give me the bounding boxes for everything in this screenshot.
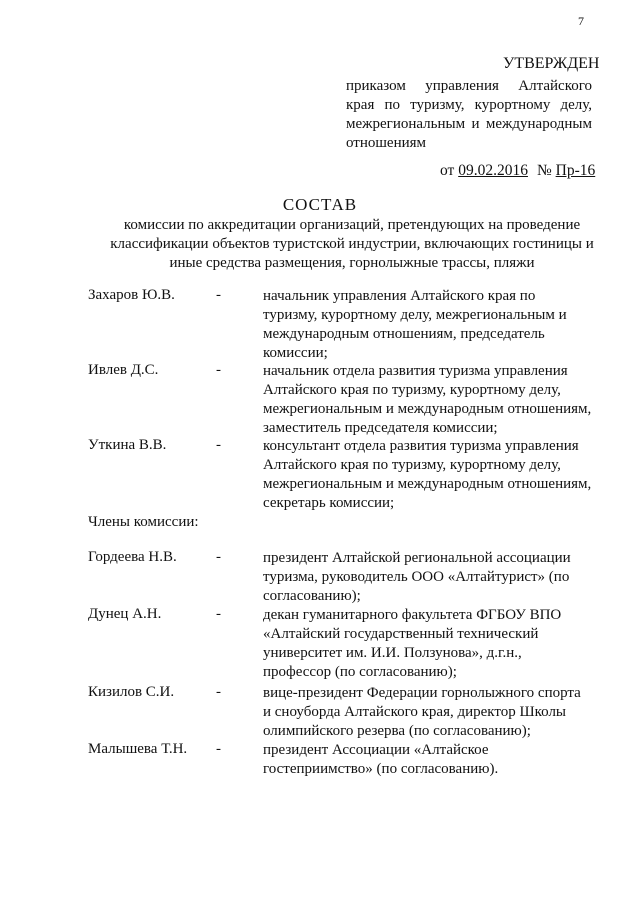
approval-heading: УТВЕРЖДЕН [503, 55, 600, 72]
dash-separator: - [216, 287, 221, 303]
position-line: заместитель председателя комиссии; [263, 420, 498, 436]
approval-order-line: отношениям [346, 135, 427, 151]
document-subtitle [60, 216, 640, 273]
position-line: «Алтайский государственный технический [263, 626, 539, 642]
dash-separator: - [216, 684, 221, 700]
subtitle-line: комиссии по аккредитации организаций, претендующих на проведение [123, 217, 581, 233]
subtitle-line: иные средства размещения, горнолыжные трассы, пляжи [169, 255, 535, 271]
member-position [263, 549, 603, 606]
number-prefix: № [536, 162, 556, 179]
approval-order-line: края по туризму, курортному делу, [346, 97, 592, 113]
position-line: профессор (по согласованию); [263, 664, 457, 680]
position-line: и сноуборда Алтайского края, директор Школы [263, 704, 567, 720]
subtitle-line: классификации объектов туристской индустрии, включающих гостиницы и [110, 236, 594, 252]
member-name: Захаров Ю.В. [88, 287, 175, 303]
date-prefix: от [440, 162, 459, 179]
position-line: Алтайского края по туризму, курортному делу, [263, 382, 561, 398]
member-name: Дунец А.Н. [88, 606, 162, 622]
member-position [263, 287, 603, 363]
position-line: межрегиональным и международным отношениям, [263, 476, 592, 492]
order-reference [440, 162, 595, 180]
position-line: комиссии; [263, 345, 328, 361]
position-line: начальник управления Алтайского края по [263, 288, 536, 304]
dash-separator: - [216, 437, 221, 453]
member-name: Уткина В.В. [88, 437, 167, 453]
position-line: Алтайского края по туризму, курортному делу, [263, 457, 561, 473]
position-line: туризма, руководитель ООО «Алтайтурист» (по [263, 569, 570, 585]
position-line: декан гуманитарного факультета ФГБОУ ВПО [263, 607, 562, 623]
position-line: межрегиональным и международным отношениям, [263, 401, 592, 417]
member-name: Кизилов С.И. [88, 684, 175, 700]
approval-order-line: приказом управления Алтайского [346, 78, 592, 94]
member-position [263, 606, 603, 682]
order-date: 09.02.2016 [458, 162, 528, 179]
order-number: Пр-16 [555, 162, 596, 179]
approval-order-text [346, 77, 592, 153]
position-line: секретарь комиссии; [263, 495, 395, 511]
position-line: президент Алтайской региональной ассоциации [263, 550, 571, 566]
position-line: согласованию); [263, 588, 361, 604]
position-line: олимпийского резерва (по согласованию); [263, 723, 531, 739]
document-title: СОСТАВ [282, 195, 358, 214]
member-name: Ивлев Д.С. [88, 362, 159, 378]
member-position [263, 684, 603, 741]
dash-separator: - [216, 362, 221, 378]
dash-separator: - [216, 549, 221, 565]
member-position [263, 741, 603, 779]
position-line: гостеприимство» (по согласованию). [263, 761, 499, 777]
position-line: вице-президент Федерации горнолыжного спорта [263, 685, 581, 701]
approval-order-line: межрегиональным и международным [346, 116, 592, 132]
position-line: начальник отдела развития туризма управления [263, 363, 568, 379]
position-line: международным отношениям, председатель [263, 326, 545, 342]
member-name: Малышева Т.Н. [88, 741, 188, 757]
position-line: президент Ассоциации «Алтайское [263, 742, 489, 758]
member-name: Гордеева Н.В. [88, 549, 177, 565]
members-label: Члены комиссии: [88, 514, 199, 530]
page-number: 7 [578, 14, 584, 28]
position-line: консультант отдела развития туризма управления [263, 438, 579, 454]
member-position [263, 362, 603, 438]
position-line: университет им. И.И. Ползунова», д.г.н., [263, 645, 522, 661]
dash-separator: - [216, 741, 221, 757]
dash-separator: - [216, 606, 221, 622]
member-position [263, 437, 603, 513]
position-line: туризму, курортному делу, межрегиональным и [263, 307, 567, 323]
